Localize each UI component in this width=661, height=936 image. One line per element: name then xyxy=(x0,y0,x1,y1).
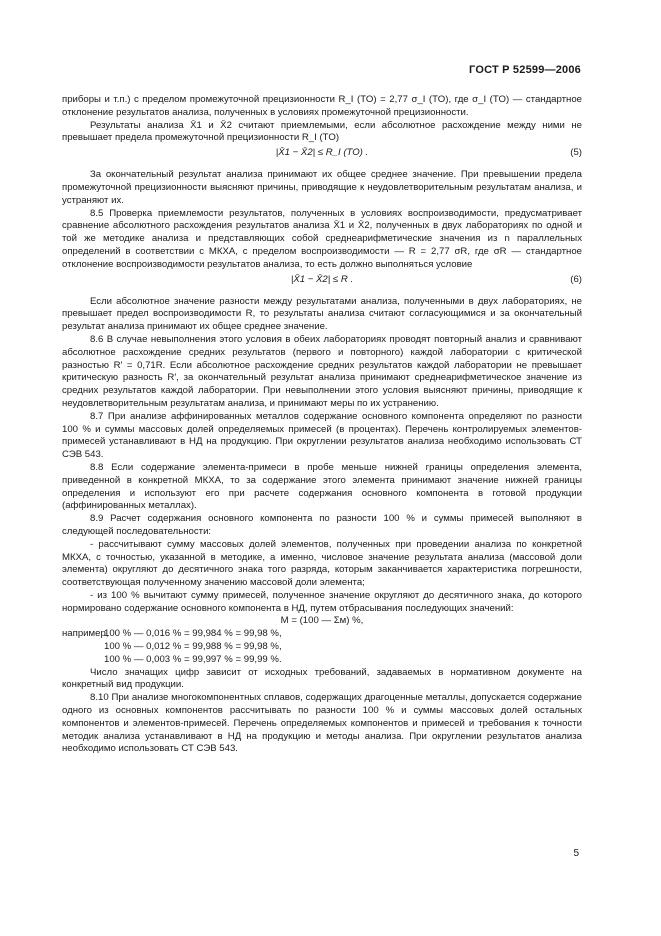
paragraph-1: приборы и т.п.) с пределом промежуточной прецизионности R_I (TO) = 2,77 σ_I (TO), где σ_I (TO) — стандартное отклонение результатов анализа, полученных в условиях промежуточной прецизионности. xyxy=(62,94,582,118)
paragraph-8-7: 8.7 При анализе аффинированных металлов содержание основного компонента определяют по разности 100 % и суммы массовых долей определяемых примесей (в процентах). Перечень контролируемых элементов-примесей устанавливают в НД на продукцию. При округлении результатов анализа необходимо использовать СТ СЭВ 543. xyxy=(62,410,582,461)
paragraph-12: Число значащих цифр зависит от исходных требований, задаваемых в нормативном документе на конкретный вид продукции. xyxy=(62,666,582,691)
list-item-2: - из 100 % вычитают сумму примесей, полученное значение округляют до десятичного знака, до которого нормировано содержание основного компонента в НД, путем отбрасывания последующих значений: xyxy=(62,589,582,614)
equation-5-number: (5) xyxy=(570,147,582,159)
page-header-title: ГОСТ Р 52599—2006 xyxy=(469,64,581,76)
equation-6-formula: |X̄1 − X̄2| ≤ R . xyxy=(290,273,354,285)
equation-5 xyxy=(62,147,582,165)
paragraph-8-6: 8.6 В случае невыполнения этого условия в обеих лабораториях проводят повторный анализ и сравнивают абсолютное расхождение средних результатов (первого и повторного) каждой лаборатории с критической разностью R′ = 0,71R. Если абсолютное расхождение средних результатов каждой лаборатории не превышает критическую разность R′, за окончательный результат анализа принимают среднеарифметическое значение из средних результатов каждой лаборатории. При невыполнении этого условия выясняют причины, приводящие к неудовлетворительным результатам анализа, и принимают меры по их устранению. xyxy=(62,333,582,409)
paragraph-8-10: 8.10 При анализе многокомпонентных сплавов, содержащих драгоценные металлы, допускается содержание одного из основных компонентов рассчитывать по разности 100 % и суммы массовых долей остальных компонентов и элементов-примесей. Перечень определяемых компонентов и примесей и требования к точности методик анализа устанавливают в НД на продукцию и методы анализа. При округлении результатов анализа необходимо использовать СТ СЭВ 543. xyxy=(62,692,582,755)
calc-line-3: 100 % — 0,003 % = 99,997 % = 99,99 %. xyxy=(104,653,282,665)
calc-line-2: 100 % — 0,012 % = 99,988 % = 99,98 %, xyxy=(104,641,282,653)
page-number: 5 xyxy=(573,848,579,859)
paragraph-8-8: 8.8 Если содержание элемента-примеси в пробе меньше нижней границы определения элемента, приведенной в конкретной МКХА, то за содержание этого элемента принимают значение нижней границы определения и используют его при расчете содержания основного компонента в готовой продукции (аффинированных металлах). xyxy=(62,461,582,512)
paragraph-8-5: 8.5 Проверка приемлемости результатов, полученных в условиях воспроизводимости, предусматривает сравнение абсолютного расхождения результатов анализа X̄1 и X̄2, полученных в двух лабораториях по одной и той же методике анализа и представляющих собой среднеарифметические значения из n параллельных определений в соответствии с МКХА, с пределом воспроизводимости — R = 2,77 σR, где σR — стандартное отклонение воспроизводимости результатов анализа, то есть должно выполняться условие xyxy=(62,207,582,270)
equation-6 xyxy=(62,274,582,292)
paragraph-8-9: 8.9 Расчет содержания основного компонента по разности 100 % и суммы примесей выполняют в следующей последовательности: xyxy=(62,513,582,537)
calc-lead: например, xyxy=(62,628,109,640)
calc-row-2 xyxy=(62,641,582,654)
document-body xyxy=(62,94,582,756)
calc-row-3 xyxy=(62,654,582,667)
paragraph-3: За окончательный результат анализа принимают их общее среднее значение. При превышении предела промежуточной прецизионности выясняют причины, приводящие к неудовлетворительным результатам анализа, и устраняют их. xyxy=(62,169,582,206)
list-item-1: - рассчитывают сумму массовых долей элементов, полученных при проведении анализа по конкретной МКХА, с точностью, указанной в методике, а именно, числовое значение результата анализа (массовой доли элемента) округляют до десятичного знака того разряда, которым заканчивается характеристика погрешности, соответствующая полученному значению массовой доли элемента; xyxy=(62,538,582,589)
formula-m: М = (100 — Σм) %, xyxy=(280,615,364,627)
paragraph-5: Если абсолютное значение разности между результатами анализа, полученными в двух лабораториях, не превышает предел воспроизводимости R, то результаты анализа считают согласующимися и за окончательный результат анализа принимают их общее среднее значение. xyxy=(62,295,582,333)
equation-5-formula: |X̄1 − X̄2| ≤ R_I (TO) . xyxy=(275,147,369,159)
calc-row-1 xyxy=(62,628,582,641)
calc-line-1: 100 % — 0,016 % = 99,984 % = 99,98 %, xyxy=(104,628,282,640)
paragraph-2: Результаты анализа X̄1 и X̄2 считают приемлемыми, если абсолютное расхождение между ними не превышает предела промежуточной прецизионности R_I (TO) xyxy=(62,119,582,144)
equation-6-number: (6) xyxy=(570,273,582,285)
